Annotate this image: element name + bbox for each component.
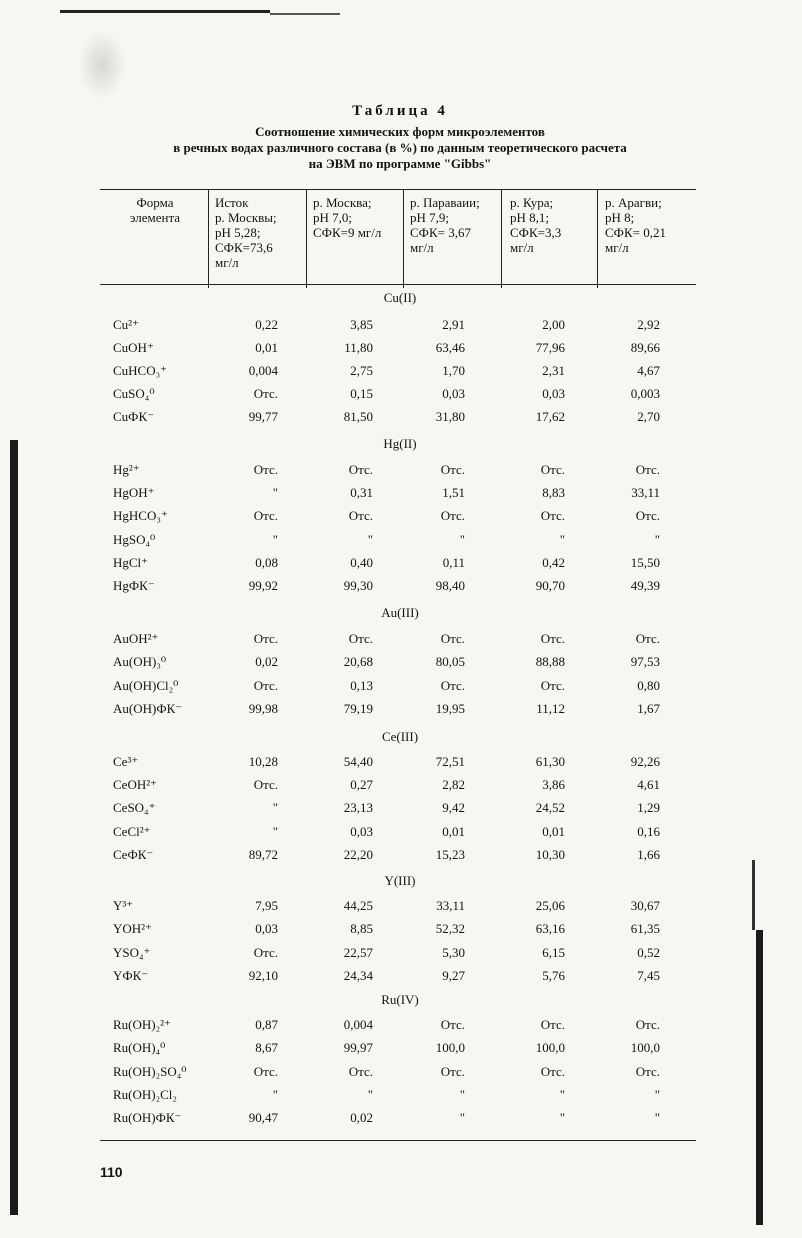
group-title: Cu(II) [383, 290, 417, 305]
value-cell: " [272, 823, 278, 839]
value-cell: Отс. [635, 508, 660, 524]
header-column: р. Кура; pH 8,1; CФК=3,3 мг/л [510, 195, 562, 255]
value-cell: 7,95 [255, 898, 278, 913]
value-cell: Отс. [540, 508, 565, 524]
value-cell: " [559, 1110, 565, 1126]
value-cell: Отс. [540, 631, 565, 646]
value-cell: 7,45 [637, 968, 660, 984]
value-cell: Отс. [348, 631, 373, 646]
value-cell: Отс. [440, 631, 465, 646]
value-cell: 33,11 [631, 485, 660, 501]
value-cell: 24,34 [343, 968, 373, 984]
value-cell: 92,26 [630, 754, 660, 769]
table-row [0, 968, 802, 988]
value-cell: 3,86 [542, 777, 565, 793]
group-title: Hg(II) [383, 436, 417, 451]
value-cell: 11,80 [344, 340, 373, 355]
value-cell: 81,50 [343, 409, 373, 424]
value-cell: " [654, 531, 660, 547]
scan-artifact-smudge [78, 30, 126, 100]
group-title: Y(III) [384, 873, 416, 888]
value-cell: Отс. [253, 777, 278, 793]
species-name: Au(OH)₃⁰ [113, 654, 167, 670]
header-column: р. Москва; pH 7,0; CФК=9 мг/л [313, 195, 382, 240]
value-cell: 88,88 [535, 654, 565, 670]
value-cell: 0,42 [542, 554, 565, 570]
value-cell: 9,42 [442, 800, 465, 816]
value-cell: 17,62 [535, 409, 565, 424]
table-row [0, 1087, 802, 1107]
value-cell: 100,0 [535, 1040, 565, 1056]
value-cell: Отс. [540, 1063, 565, 1079]
value-cell: 11,12 [536, 700, 565, 716]
value-cell: 97,53 [630, 654, 660, 670]
species-name: HgHCO₃⁺ [113, 508, 168, 524]
value-cell: 4,61 [637, 777, 660, 793]
table-row [0, 1110, 802, 1130]
table-bottom-rule [100, 1140, 696, 1141]
column-divider [306, 189, 307, 288]
value-cell: 8,83 [542, 485, 565, 501]
table-row [0, 532, 802, 552]
value-cell: Отс. [253, 386, 278, 401]
value-cell: Отс. [440, 508, 465, 524]
table-row [0, 1017, 802, 1037]
value-cell: 0,01 [255, 340, 278, 355]
value-cell: 63,46 [435, 340, 465, 355]
value-cell: 0,15 [350, 386, 373, 401]
value-cell: Отс. [635, 631, 660, 646]
value-cell: 30,67 [630, 898, 660, 913]
value-cell: Отс. [348, 462, 373, 477]
value-cell: 90,47 [248, 1110, 278, 1126]
table-row [0, 754, 802, 774]
species-name: CuHCO₃⁺ [113, 363, 168, 378]
species-name: HgCl⁺ [113, 554, 149, 570]
value-cell: 23,13 [343, 800, 373, 816]
table-row [0, 555, 802, 575]
species-name: Ru(OH)₂SO₄⁰ [113, 1063, 187, 1079]
table-row [0, 317, 802, 337]
species-name: CeCl²⁺ [113, 823, 151, 839]
value-cell: 15,50 [630, 554, 660, 570]
species-name: Ru(OH)₄⁰ [113, 1040, 166, 1056]
value-cell: 3,85 [350, 317, 373, 332]
value-cell: 100,0 [630, 1040, 660, 1056]
table-row [0, 654, 802, 674]
value-cell: " [559, 531, 565, 547]
value-cell: " [272, 485, 278, 501]
value-cell: 99,98 [248, 700, 278, 716]
value-cell: 22,57 [343, 944, 373, 960]
table-row [0, 1064, 802, 1084]
column-divider [501, 189, 502, 288]
page-number: 110 [100, 1164, 123, 1180]
value-cell: " [654, 1110, 660, 1126]
species-name: HgSO₄⁰ [113, 531, 156, 547]
table-label: Таблица 4 [352, 103, 448, 119]
value-cell: 72,51 [435, 754, 465, 769]
value-cell: 89,66 [630, 340, 660, 355]
value-cell: 2,00 [542, 317, 565, 332]
value-cell: " [559, 1086, 565, 1102]
table-row [0, 898, 802, 918]
table-row [0, 921, 802, 941]
value-cell: 0,004 [248, 363, 278, 378]
value-cell: 99,77 [248, 409, 278, 424]
value-cell: Отс. [540, 462, 565, 477]
value-cell: Отс. [440, 462, 465, 477]
value-cell: 6,15 [542, 944, 565, 960]
species-name: CuOH⁺ [113, 340, 154, 355]
value-cell: Отс. [253, 677, 278, 693]
species-name: Au(OH)ФК⁻ [113, 700, 183, 716]
value-cell: " [272, 800, 278, 816]
value-cell: 0,003 [630, 386, 660, 401]
value-cell: " [272, 531, 278, 547]
table-row [0, 363, 802, 383]
table-row [0, 824, 802, 844]
species-name: Ce³⁺ [113, 754, 139, 769]
species-name: HgOH⁺ [113, 485, 155, 501]
value-cell: " [272, 1086, 278, 1102]
value-cell: 10,30 [535, 846, 565, 862]
value-cell: 10,28 [248, 754, 278, 769]
header-column: р. Арагви; pH 8; CФК= 0,21 мг/л [605, 195, 666, 255]
species-name: Ru(OH)₂Cl₂ [113, 1086, 177, 1102]
value-cell: 9,27 [442, 968, 465, 984]
value-cell: 0,08 [255, 554, 278, 570]
group-title: Ce(III) [381, 729, 419, 744]
value-cell: Отс. [253, 631, 278, 646]
value-cell: 99,30 [343, 578, 373, 593]
value-cell: Отс. [635, 462, 660, 477]
value-cell: 1,70 [442, 363, 465, 378]
value-cell: 0,11 [442, 554, 465, 570]
group-title: Ru(IV) [381, 992, 419, 1007]
value-cell: 1,29 [637, 800, 660, 816]
value-cell: 2,31 [542, 363, 565, 378]
table-row [0, 1040, 802, 1060]
species-name: CuФК⁻ [113, 409, 154, 424]
table-row [0, 578, 802, 598]
scan-artifact-right-mark [752, 860, 755, 930]
value-cell: 90,70 [535, 578, 565, 593]
species-name: YФК⁻ [113, 968, 149, 984]
species-name: CeФК⁻ [113, 846, 154, 862]
column-divider [597, 189, 598, 288]
value-cell: 4,67 [637, 363, 660, 378]
value-cell: 0,02 [255, 654, 278, 670]
species-name: Y³⁺ [113, 898, 134, 913]
species-name: CeOH²⁺ [113, 777, 157, 793]
value-cell: 80,05 [435, 654, 465, 670]
value-cell: 92,10 [248, 968, 278, 984]
value-cell: 49,39 [630, 578, 660, 593]
table-row [0, 777, 802, 797]
value-cell: 98,40 [435, 578, 465, 593]
value-cell: 2,75 [350, 363, 373, 378]
table-row [0, 678, 802, 698]
value-cell: " [459, 1110, 465, 1126]
value-cell: 33,11 [436, 898, 465, 913]
species-name: AuOH²⁺ [113, 631, 159, 646]
value-cell: Отс. [540, 677, 565, 693]
table-row [0, 386, 802, 406]
value-cell: 0,40 [350, 554, 373, 570]
value-cell: Отс. [635, 1063, 660, 1079]
column-divider [403, 189, 404, 288]
species-name: HgФК⁻ [113, 578, 155, 593]
value-cell: 8,85 [350, 921, 373, 937]
value-cell: 0,31 [350, 485, 373, 501]
header-form: Форма элемента [129, 195, 181, 225]
value-cell: 20,68 [343, 654, 373, 670]
value-cell: Отс. [540, 1017, 565, 1032]
value-cell: Отс. [635, 1017, 660, 1032]
value-cell: Отс. [253, 462, 278, 477]
value-cell: Отс. [348, 1063, 373, 1079]
value-cell: 0,02 [350, 1110, 373, 1126]
species-name: Ru(OH)ФК⁻ [113, 1110, 182, 1126]
value-cell: 24,52 [535, 800, 565, 816]
value-cell: 0,03 [350, 823, 373, 839]
value-cell: 0,01 [542, 823, 565, 839]
value-cell: " [459, 1086, 465, 1102]
value-cell: 63,16 [535, 921, 565, 937]
table-row [0, 409, 802, 429]
species-name: Ru(OH)₂²⁺ [113, 1017, 171, 1032]
value-cell: " [459, 531, 465, 547]
value-cell: 52,32 [435, 921, 465, 937]
value-cell: 0,03 [542, 386, 565, 401]
species-name: CeSO₄⁺ [113, 800, 156, 816]
value-cell: 2,91 [442, 317, 465, 332]
value-cell: 0,27 [350, 777, 373, 793]
table-row [0, 631, 802, 651]
value-cell: 1,51 [442, 485, 465, 501]
species-name: Au(OH)Cl₂⁰ [113, 677, 179, 693]
value-cell: " [654, 1086, 660, 1102]
header-column: р. Параваии; pH 7,9; CФК= 3,67 мг/л [410, 195, 480, 255]
value-cell: 77,96 [535, 340, 565, 355]
value-cell: 0,004 [343, 1017, 373, 1032]
value-cell: Отс. [440, 677, 465, 693]
value-cell: Отс. [253, 1063, 278, 1079]
value-cell: Отс. [440, 1063, 465, 1079]
table-row [0, 462, 802, 482]
scan-artifact-top-tail [270, 13, 340, 15]
species-name: YOH²⁺ [113, 921, 152, 937]
value-cell: " [367, 1086, 373, 1102]
table-row [0, 847, 802, 867]
value-cell: 44,25 [343, 898, 373, 913]
table-row [0, 945, 802, 965]
table-title-line: на ЭВМ по программе "Gibbs" [308, 156, 492, 171]
value-cell: Отс. [440, 1017, 465, 1032]
value-cell: 99,97 [343, 1040, 373, 1056]
table-row [0, 800, 802, 820]
value-cell: 5,76 [542, 968, 565, 984]
table-row [0, 485, 802, 505]
value-cell: 0,13 [350, 677, 373, 693]
table-header-rule [100, 284, 696, 285]
value-cell: 2,82 [442, 777, 465, 793]
value-cell: 79,19 [343, 700, 373, 716]
table-row [0, 508, 802, 528]
species-name: CuSO₄⁰ [113, 386, 155, 401]
species-name: Cu²⁺ [113, 317, 139, 332]
value-cell: 15,23 [435, 846, 465, 862]
value-cell: 100,0 [435, 1040, 465, 1056]
species-name: Hg²⁺ [113, 462, 140, 477]
value-cell: 0,80 [637, 677, 660, 693]
species-name: YSO₄⁺ [113, 944, 151, 960]
value-cell: 0,52 [637, 944, 660, 960]
table-row [0, 340, 802, 360]
value-cell: 61,35 [630, 921, 660, 937]
value-cell: 99,92 [248, 578, 278, 593]
table-row [0, 701, 802, 721]
value-cell: 5,30 [442, 944, 465, 960]
table-title-line: Соотношение химических форм микроэлементов [255, 124, 545, 139]
value-cell: 2,70 [637, 409, 660, 424]
value-cell: 1,66 [637, 846, 660, 862]
table-top-rule [100, 189, 696, 190]
value-cell: 0,01 [442, 823, 465, 839]
value-cell: 19,95 [435, 700, 465, 716]
value-cell: 0,22 [255, 317, 278, 332]
value-cell: 25,06 [535, 898, 565, 913]
value-cell: Отс. [348, 508, 373, 524]
value-cell: 54,40 [343, 754, 373, 769]
value-cell: 0,87 [255, 1017, 278, 1032]
value-cell: Отс. [253, 508, 278, 524]
header-column: Исток р. Москвы; pH 5,28; CФК=73,6 мг/л [215, 195, 277, 270]
value-cell: 8,67 [255, 1040, 278, 1056]
value-cell: Отс. [253, 944, 278, 960]
value-cell: 0,03 [255, 921, 278, 937]
value-cell: 0,16 [637, 823, 660, 839]
value-cell: " [367, 531, 373, 547]
value-cell: 31,80 [435, 409, 465, 424]
value-cell: 1,67 [637, 700, 660, 716]
group-title: Au(III) [381, 605, 419, 620]
value-cell: 0,03 [442, 386, 465, 401]
table-title [100, 124, 700, 172]
value-cell: 89,72 [248, 846, 278, 862]
value-cell: 22,20 [343, 846, 373, 862]
table-title-line: в речных водах различного состава (в %) по данным теоретического расчета [173, 140, 627, 155]
value-cell: 61,30 [535, 754, 565, 769]
scan-artifact-top [60, 10, 270, 13]
value-cell: 2,92 [637, 317, 660, 332]
